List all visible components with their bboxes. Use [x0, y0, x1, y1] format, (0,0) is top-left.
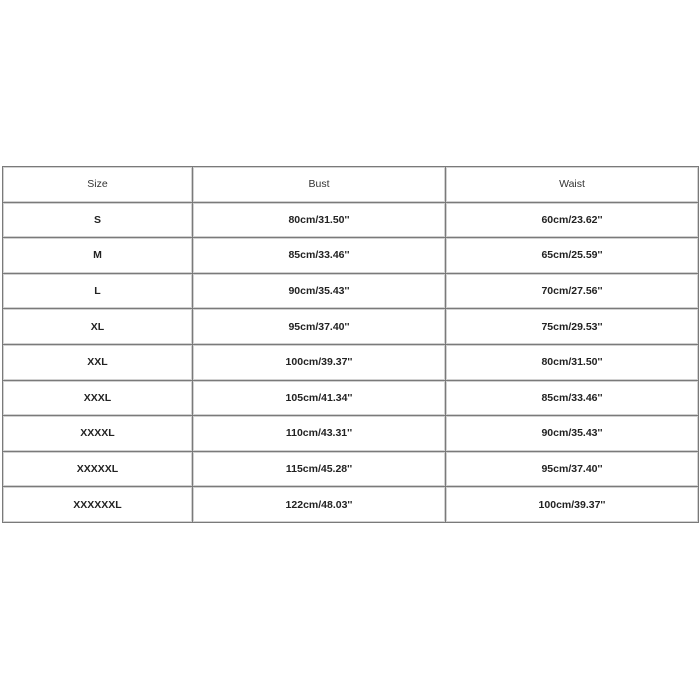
bust-cell: 115cm/45.28'': [193, 451, 446, 487]
table-header-row: [3, 167, 699, 203]
bust-cell: 95cm/37.40'': [193, 309, 446, 345]
waist-cell: 80cm/31.50'': [446, 344, 699, 380]
table-row: [3, 202, 699, 238]
size-cell: XXXL: [3, 380, 193, 416]
waist-cell: 65cm/25.59'': [446, 238, 699, 274]
size-cell: S: [3, 202, 193, 238]
header-size: Size: [3, 167, 193, 203]
table-row: [3, 451, 699, 487]
waist-cell: 100cm/39.37'': [446, 487, 699, 523]
header-waist: Waist: [446, 167, 699, 203]
bust-cell: 105cm/41.34'': [193, 380, 446, 416]
bust-cell: 122cm/48.03'': [193, 487, 446, 523]
waist-cell: 85cm/33.46'': [446, 380, 699, 416]
waist-cell: 75cm/29.53'': [446, 309, 699, 345]
size-chart-table: [2, 166, 699, 523]
table-row: [3, 273, 699, 309]
size-cell: XXL: [3, 344, 193, 380]
bust-cell: 100cm/39.37'': [193, 344, 446, 380]
table-row: [3, 487, 699, 523]
bust-cell: 90cm/35.43'': [193, 273, 446, 309]
waist-cell: 90cm/35.43'': [446, 416, 699, 452]
table-row: [3, 309, 699, 345]
table-row: [3, 380, 699, 416]
size-cell: M: [3, 238, 193, 274]
bust-cell: 110cm/43.31'': [193, 416, 446, 452]
size-cell: XXXXXL: [3, 451, 193, 487]
size-cell: XXXXL: [3, 416, 193, 452]
waist-cell: 60cm/23.62'': [446, 202, 699, 238]
waist-cell: 70cm/27.56'': [446, 273, 699, 309]
size-cell: L: [3, 273, 193, 309]
size-cell: XXXXXXL: [3, 487, 193, 523]
bust-cell: 85cm/33.46'': [193, 238, 446, 274]
size-cell: XL: [3, 309, 193, 345]
bust-cell: 80cm/31.50'': [193, 202, 446, 238]
table-row: [3, 416, 699, 452]
header-bust: Bust: [193, 167, 446, 203]
table-row: [3, 238, 699, 274]
waist-cell: 95cm/37.40'': [446, 451, 699, 487]
table-row: [3, 344, 699, 380]
